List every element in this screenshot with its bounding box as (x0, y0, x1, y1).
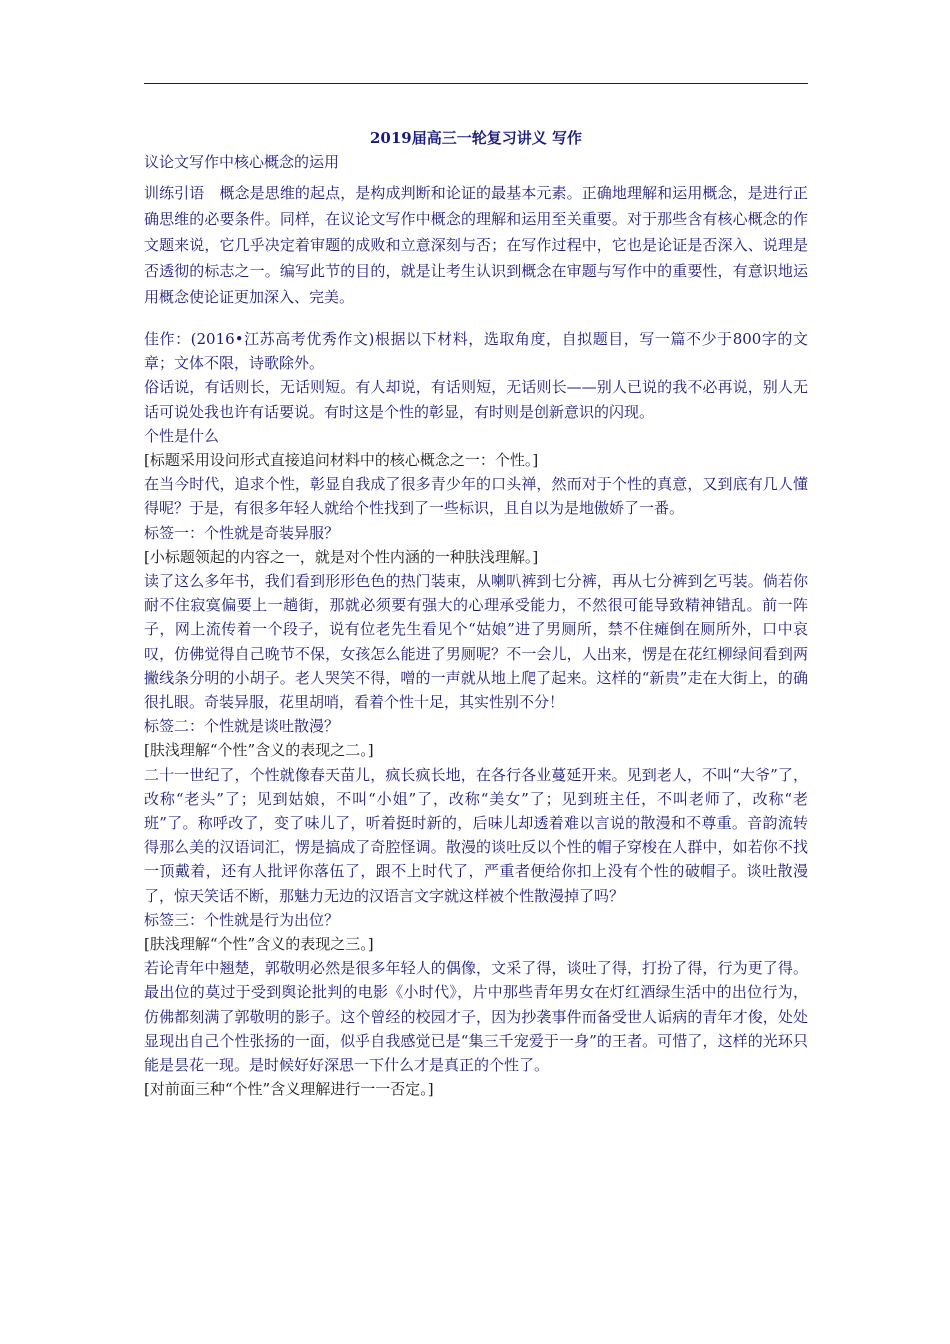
annotation-note: [小标题领起的内容之一，就是对个性内涵的一种肤浅理解。] (144, 547, 539, 566)
annotation-note: [对前面三种“个性”含义理解进行一一否定。] (144, 1080, 434, 1099)
annotation-note: [标题采用设问形式直接追问材料中的核心概念之一：个性。] (144, 451, 539, 470)
essay-material: 俗话说，有话则长，无话则短。有人却说，有话则短，无话则长——别人已说的我不必再说，别人无话可说处我也许有话要说。有时这是个性的彰显，有时则是创新意识的闪现。 (144, 378, 808, 421)
essay-section (144, 327, 808, 1102)
essay-paragraph: 读了这么多年书，我们看到形形色色的热门装束，从喇叭裤到七分裤，再从七分裤到乞丐装。倘若你耐不住寂寞偏要上一趟街，那就必须要有强大的心理承受能力，不然很可能导致精神错乱。前一阵子，网上流传着一个段子，说有位老先生看见个“姑娘”进了男厕所，禁不住瘫倒在厕所外，口中哀叹，仿佛觉得自己晚节不保，女孩怎么能进了男厕呢？不一会儿，人出来，愣是在花红柳绿间看到两撇线条分明的小胡子。老人哭笑不得，噌的一声就从地上爬了起来。这样的“新贵”走在大街上，的确很扎眼。奇装异服，花里胡哨，看着个性十足，其实性别不分！ (144, 572, 808, 712)
subheading-tag: 标签一：个性就是奇装异服？ (144, 523, 340, 542)
header-rule (144, 83, 808, 84)
essay-prompt: 佳作：(2016•江苏高考优秀作文)根据以下材料，选取角度，自拟题目，写一篇不少于800字的文章；文体不限，诗歌除外。 (144, 330, 808, 373)
essay-paragraph: 二十一世纪了，个性就像春天苗儿，疯长疯长地，在各行各业蔓延开来。见到老人，不叫“大爷”了，改称“老头”了；见到姑娘，不叫“小姐”了，改称“美女”了；见到班主任，不叫老师了，改称“老班”了。称呼改了，变了味儿了，听着挺时新的，后味儿却透着难以言说的散漫和不尊重。音韵流转得那么美的汉语词汇，愣是搞成了奇腔怪调。散漫的谈吐反以个性的帽子穿梭在人群中，如若你不找一顶戴着，还有人批评你落伍了，跟不上时代了，严重者便给你扣上没有个性的破帽子。谈吐散漫了，惊天笑话不断，那魅力无边的汉语言文字就这样被个性散漫掉了吗？ (144, 765, 808, 905)
essay-paragraph: 在当今时代，追求个性，彰显自我成了很多青少年的口头禅，然而对于个性的真意，又到底有几人懂得呢？于是，有很多年轻人就给个性找到了一些标识，且自以为是地傲娇了一番。 (144, 475, 808, 518)
essay-title: 个性是什么 (144, 426, 220, 445)
page-subtitle: 议论文写作中核心概念的运用 (144, 153, 340, 171)
annotation-note: [肤浅理解“个性”含义的表现之二。] (144, 741, 374, 760)
essay-paragraph: 若论青年中翘楚，郭敬明必然是很多年轻人的偶像，文采了得，谈吐了得，打扮了得，行为更了得。最出位的莫过于受到舆论批判的电影《小时代》，片中那些青年男女在灯红酒绿生活中的出位行为，仿佛都刻满了郭敬明的影子。这个曾经的校园才子，因为抄袭事件而备受世人诟病的青年才俊，处处显现出自己个性张扬的一面，似乎自我感觉已是“集三千宠爱于一身”的王者。可惜了，这样的光环只能是昙花一现。是时候好好深思一下什么才是真正的个性了。 (144, 959, 808, 1075)
subheading-tag: 标签三：个性就是行为出位？ (144, 910, 340, 929)
intro-section (144, 180, 808, 310)
subheading-tag: 标签二：个性就是谈吐散漫？ (144, 717, 340, 736)
annotation-note: [肤浅理解“个性”含义的表现之三。] (144, 935, 374, 954)
page-title: 2019届高三一轮复习讲义 写作 (370, 129, 582, 147)
intro-paragraph: 训练引语 概念是思维的起点，是构成判断和论证的最基本元素。正确地理解和运用概念，是进行正确思维的必要条件。同样，在议论文写作中概念的理解和运用至关重要。对于那些含有核心概念的作文题来说，它几乎决定着审题的成败和立意深刻与否；在写作过程中，它也是论证是否深入、说理是否透彻的标志之一。编写此节的目的，就是让考生认识到概念在审题与写作中的重要性，有意识地运用概念使论证更加深入、完美。 (144, 184, 808, 306)
